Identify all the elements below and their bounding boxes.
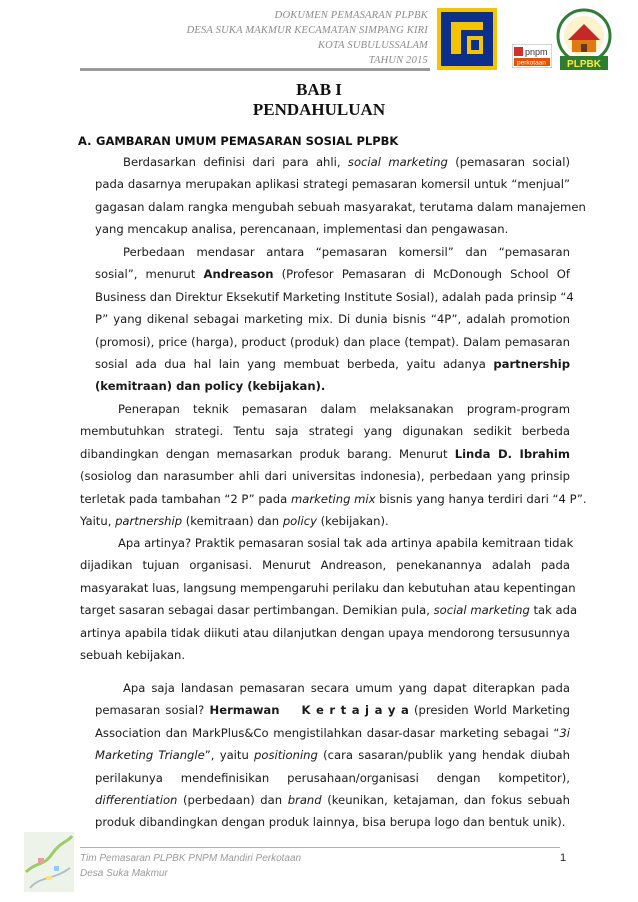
- p3-line-5: [80, 488, 587, 510]
- section-heading: [78, 134, 398, 148]
- p2-bold-name: Andreason: [203, 267, 274, 282]
- p5-line-3: [95, 722, 570, 744]
- p1-italic: social marketing: [347, 155, 448, 169]
- p2-line-5: (promosi), price (harga), product (produk) dan place (tempat). Dalam pemasaran: [95, 334, 570, 349]
- p5-italic: differentiation: [95, 792, 178, 807]
- paragraph-2: [95, 241, 574, 398]
- p2-line-7: [95, 375, 570, 397]
- section-heading-text: GAMBARAN UMUM PEMASARAN SOSIAL PLPBK: [96, 134, 399, 148]
- pnpm-logo-text: pnpm: [525, 47, 548, 57]
- p4-line-5: artinya apabila tidak diikuti atau dilanjutkan dengan upaya mendorong tersusunnya: [80, 625, 570, 640]
- pu-logo-icon: [437, 8, 497, 70]
- p5-line-2: [95, 699, 570, 721]
- document-footer: [80, 851, 301, 881]
- p5-italic: 3i: [559, 725, 570, 740]
- p3-text: terletak pada tambahan “2 P” pada: [80, 491, 291, 506]
- p3-italic: marketing mix: [290, 491, 376, 506]
- footer-divider: [80, 847, 560, 848]
- p4-text: tak ada: [529, 603, 578, 618]
- p1-line-2: pada dasarnya merupakan aplikasi strategi pemasaran komersil untuk “menjual”: [95, 177, 570, 192]
- p3-line-1: Penerapan teknik pemasaran dalam melaksanakan program-program: [118, 402, 570, 416]
- p1-text: Berdasarkan definisi dari para ahli,: [123, 155, 348, 169]
- p5-text: (presiden World Marketing: [408, 703, 570, 718]
- p4-line-4: [80, 599, 578, 621]
- p3-italic: partnership: [115, 513, 183, 528]
- p4-line-1: Apa artinya? Praktik pemasaran sosial tak ada artinya apabila kemitraan tidak: [118, 536, 574, 550]
- p1-line-1: [95, 151, 570, 173]
- p3-text: bisnis yang hanya terdiri dari “4 P”.: [375, 491, 587, 506]
- p2-text: sosial”, menurut: [95, 267, 204, 282]
- page-number: 1: [560, 852, 567, 864]
- p3-italic: policy: [282, 513, 317, 528]
- p3-text: (kebijakan).: [316, 513, 389, 528]
- p2-line-3: Business dan Direktur Eksekutif Marketing Institute Sosial), adalah pada prinsip “4: [95, 289, 574, 304]
- paragraph-1: [95, 151, 586, 241]
- p5-italic: positioning: [254, 748, 318, 763]
- village-map-icon: [24, 832, 74, 892]
- p2-line-4: P” yang dikenal sebagai marketing mix. Di dunia bisnis “4P”, adalah promotion: [95, 312, 570, 327]
- plpbk-logo-icon: [556, 8, 612, 72]
- p4-line-3: masyarakat luas, langsung mempengaruhi perilaku dan kebutuhan atau kepentingan: [80, 580, 576, 595]
- section-letter: A.: [78, 134, 92, 148]
- p4-line-2: dijadikan tujuan organisasi. Menurut Andreason, penekanannya adalah pada: [80, 558, 570, 573]
- p5-line-7: produk dibandingkan dengan produk lainnya, bisa berupa logo dan bentuk unik).: [95, 815, 566, 830]
- footer-line-1: Tim Pemasaran PLPBK PNPM Mandiri Perkotaan: [80, 853, 302, 864]
- paragraph-3: [80, 398, 587, 532]
- p4-italic: social marketing: [433, 603, 530, 618]
- paragraph-4: [80, 532, 578, 666]
- p2-line-1: Perbedaan mendasar antara “pemasaran komersil” dan “pemasaran: [123, 245, 570, 259]
- p5-line-1: Apa saja landasan pemasaran secara umum yang dapat diterapkan pada: [123, 681, 570, 695]
- p4-line-6: sebuah kebijakan.: [80, 647, 186, 662]
- p5-bold-name: K e r t a j a y a: [301, 703, 409, 718]
- p5-bold-name: Hermawan: [209, 703, 280, 718]
- plpbk-logo-text: PLPBK: [567, 59, 601, 70]
- p5-text: ”, yaitu: [204, 748, 255, 763]
- p2-text: sosial ada dua hal lain yang membuat berbeda, yaitu adanya: [95, 356, 494, 371]
- header-divider: [80, 68, 430, 71]
- p5-italic: brand: [287, 792, 322, 807]
- p5-text: pemasaran sosial?: [95, 703, 210, 718]
- p5-text: Association dan MarkPlus&Co mengistilahkan dasar-dasar marketing sebagai “: [95, 725, 560, 740]
- footer-line-2: Desa Suka Makmur: [80, 868, 168, 879]
- p3-bold-name: Linda D. Ibrahim: [454, 446, 570, 461]
- p5-text: (keunikan, ketajaman, dan fokus sebuah: [321, 792, 570, 807]
- p5-text: (perbedaan) dan: [177, 792, 288, 807]
- p1-text: (pemasaran social): [447, 155, 570, 169]
- p5-line-4: [95, 744, 570, 766]
- p1-line-4: yang mencakup analisa, perencanaan, implementasi dan pengawasan.: [95, 222, 509, 237]
- chapter-title: BAB I: [296, 80, 342, 99]
- document-header: [98, 8, 428, 68]
- p2-bold: (kemitraan) dan policy (kebijakan).: [95, 379, 326, 394]
- header-line-2: DESA SUKA MAKMUR KECAMATAN SIMPANG KIRI: [186, 25, 428, 36]
- p2-bold: partnership: [493, 356, 570, 371]
- p3-line-3: [80, 443, 570, 465]
- p5-line-6: [95, 789, 570, 811]
- p2-line-2: [95, 263, 570, 285]
- p2-text: (Profesor Pemasaran di McDonough School Of: [273, 267, 570, 282]
- p5-italic: Marketing Triangle: [95, 748, 205, 763]
- pnpm-logo-subtext: perkotaan: [517, 59, 546, 67]
- p1-line-3: gagasan dalam rangka mengubah sebuah masyarakat, terutama dalam manajemen: [95, 199, 586, 214]
- p3-line-6: [80, 510, 570, 532]
- p5-text: (cara sasaran/publik yang hendak diubah: [317, 748, 571, 763]
- p3-line-2: membutuhkan strategi. Tentu saja strategi yang digunakan sedikit berbeda: [80, 424, 570, 439]
- header-line-1: DOKUMEN PEMASARAN PLPBK: [274, 10, 428, 21]
- pnpm-logo-icon: [512, 44, 552, 68]
- p3-line-4: (sosiolog dan narasumber ahli dari universitas indonesia), perbedaan yang prinsip: [80, 469, 570, 484]
- paragraph-5: [95, 677, 570, 834]
- p2-line-6: [95, 353, 570, 375]
- header-line-3: KOTA SUBULUSSALAM: [317, 40, 428, 51]
- p5-line-5: perilakunya mendefinisikan perusahaan/organisasi dengan kompetitor),: [95, 770, 570, 785]
- p3-text: (kemitraan) dan: [182, 513, 283, 528]
- p3-text: dibandingkan dengan memasarkan produk barang. Menurut: [80, 446, 455, 461]
- chapter-subtitle: PENDAHULUAN: [252, 100, 386, 119]
- p3-text: Yaitu,: [80, 513, 116, 528]
- header-line-4: TAHUN 2015: [368, 55, 428, 66]
- p4-text: target sasaran sebagai dasar pertimbangan. Demikian pula,: [80, 603, 434, 618]
